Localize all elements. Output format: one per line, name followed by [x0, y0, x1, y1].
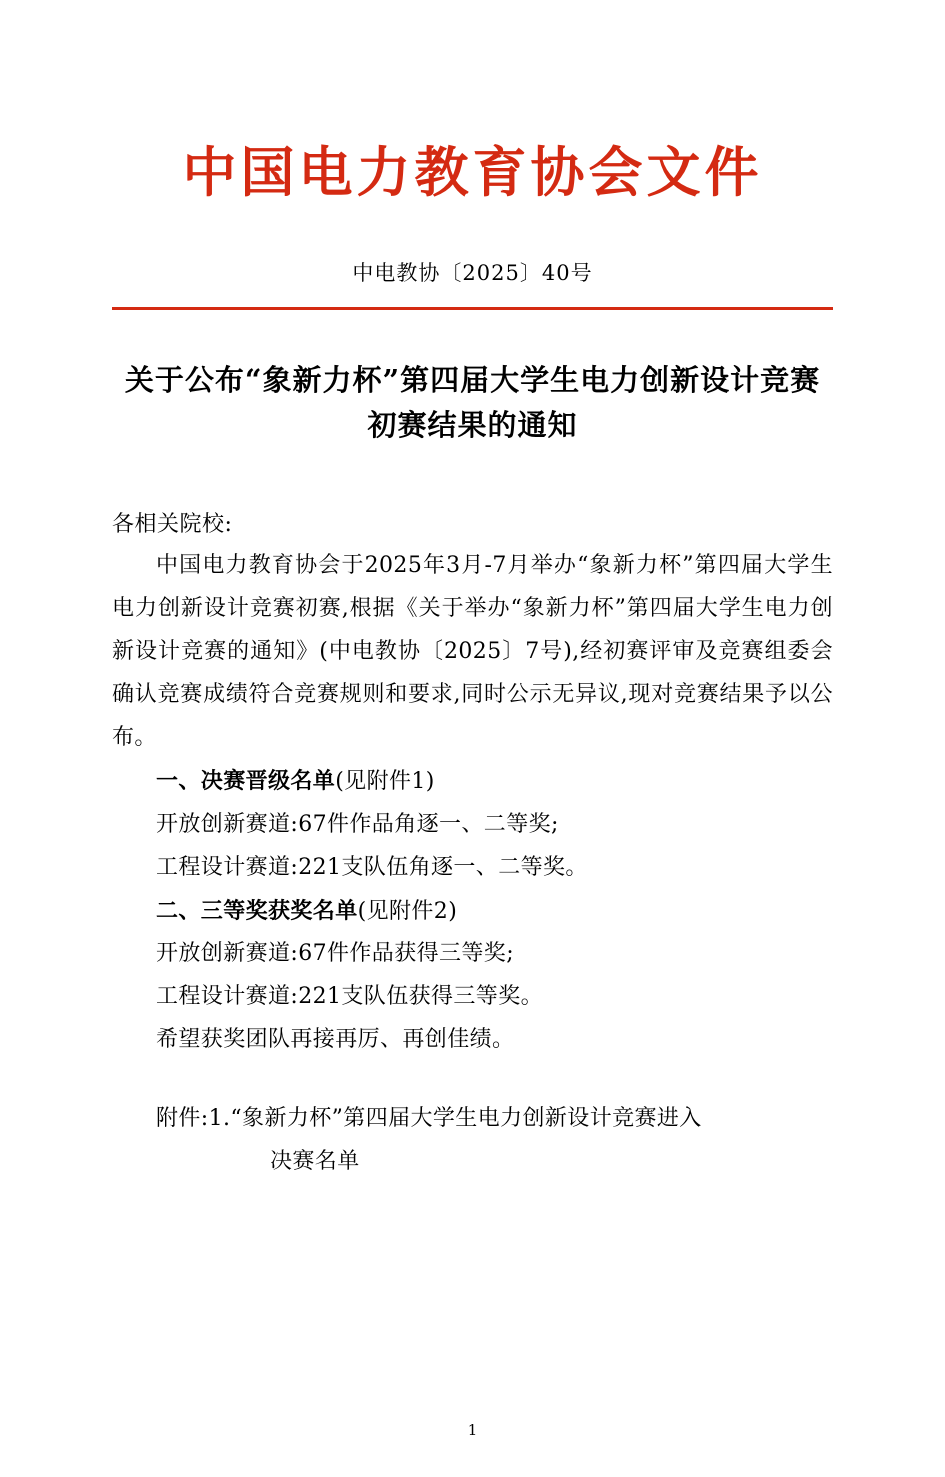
document-page	[0, 140, 945, 1477]
section-2-line-2: 工程设计赛道:221支队伍获得三等奖。	[156, 984, 544, 1010]
salutation: 各相关院校:	[112, 511, 233, 537]
attachment-block	[112, 1098, 833, 1184]
section-1-line-1: 开放创新赛道:67件作品角逐一、二等奖;	[156, 811, 559, 837]
red-divider-rule	[112, 307, 833, 310]
section-heading-2-note: (见附件2)	[357, 898, 458, 924]
section-1-line-2: 工程设计赛道:221支队伍角逐一、二等奖。	[156, 854, 588, 880]
section-heading-1-bold: 一、决赛晋级名单	[156, 767, 336, 794]
section-2-line-1: 开放创新赛道:67件作品获得三等奖;	[156, 941, 515, 967]
section-heading-2	[112, 890, 833, 934]
document-subject-title: 关于公布“象新力杯”第四届大学生电力创新设计竞赛初赛结果的通知	[124, 362, 821, 442]
attachment-line-1-continued: 决赛名单	[270, 1149, 360, 1175]
section-heading-1-note: (见附件1)	[335, 768, 435, 794]
closing-line: 希望获奖团队再接再厉、再创佳绩。	[156, 1027, 515, 1053]
page-number: 1	[467, 1421, 478, 1439]
organization-title: 中国电力教育协会文件	[182, 140, 763, 204]
body-paragraph-1: 中国电力教育协会于2025年3月-7月举办“象新力杯”第四届大学生电力创新设计竞赛初赛,根据《关于举办“象新力杯”第四届大学生电力创新设计竞赛的通知》(中电教协〔2025〕7号),经初赛评审及竞赛组委会确认竞赛成绩符合竞赛规则和要求,同时公示无异议,现对竞赛结果予以公布。	[112, 553, 833, 751]
document-number: 中电教协〔2025〕40号	[352, 260, 593, 285]
section-heading-2-bold: 二、三等奖获奖名单	[156, 897, 358, 924]
attachment-line-1: 附件:1.“象新力杯”第四届大学生电力创新设计竞赛进入	[156, 1106, 702, 1132]
section-heading-1	[112, 760, 833, 804]
